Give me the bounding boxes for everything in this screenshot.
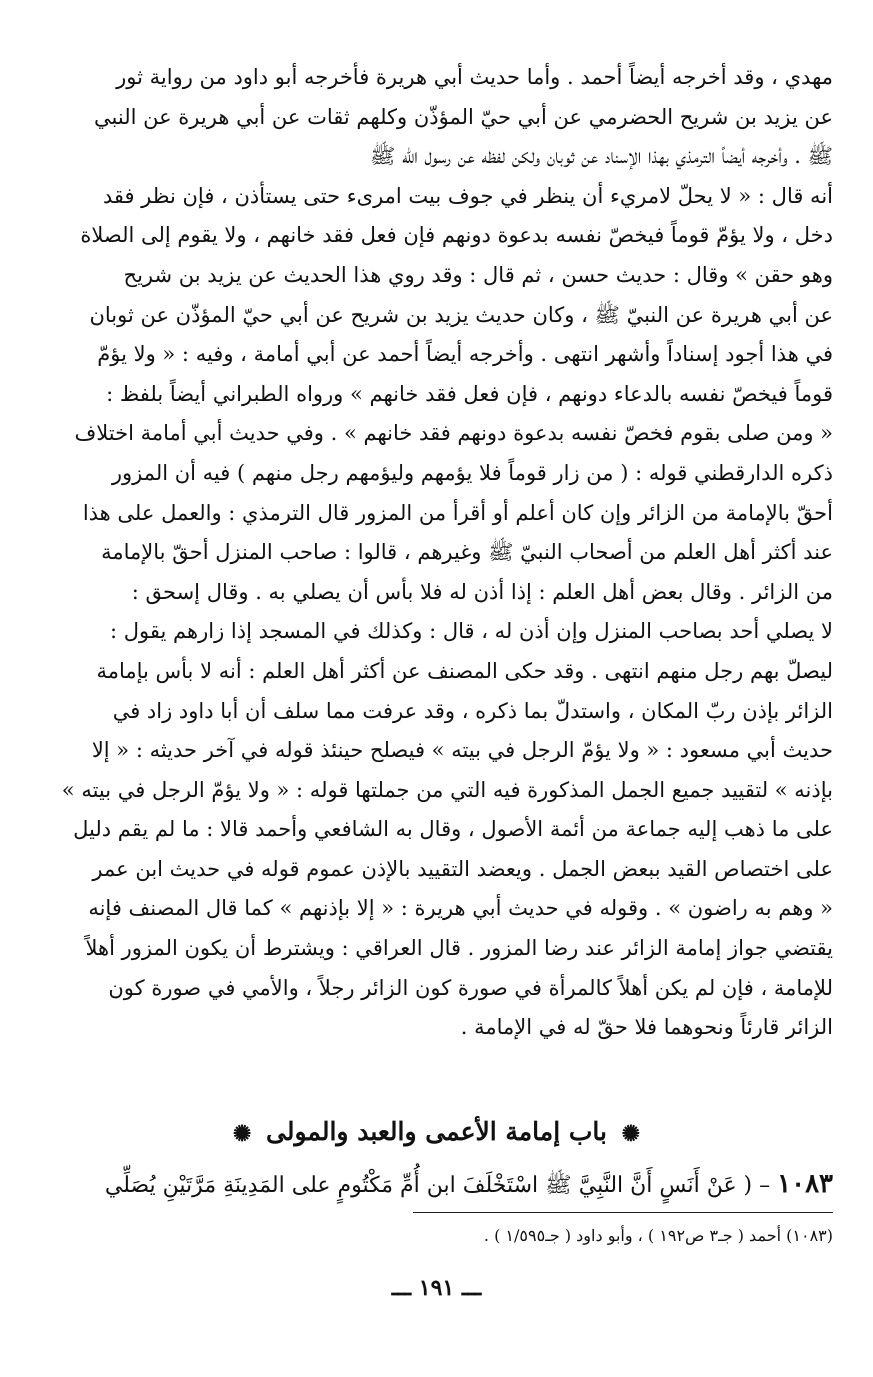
text-line: عن يزيد بن شريح الحضرمي عن أبي حيّ المؤذّن وكلهم ثقات عن أبي هريرة عن النبي <box>94 104 833 129</box>
star-ornament-icon: ✺ <box>621 1120 641 1147</box>
text-line: ﷺ . وأخرجه أيضاً الترمذي بهذا الإسناد عن ثوبان ولكن لفظه عن رسول الله ﷺ <box>370 144 833 169</box>
text-line: حديث أبي مسعود : « ولا يؤمّ الرجل في بيته » فيصلح حينئذ قوله في آخر حديثه : « إلا <box>91 738 833 763</box>
text-line: عن أبي هريرة عن النبيّ ﷺ ، وكان حديث يزيد بن شريح عن أبي حيّ المؤذّن عن ثوبان <box>89 302 833 327</box>
star-ornament-icon: ✺ <box>232 1120 252 1147</box>
text-line: على ما ذهب إليه جماعة من أئمة الأصول ، وقال به الشافعي وأحمد قالا : ما لم يقم دليل <box>73 817 833 842</box>
text-line: بإذنه » لتقييد جميع الجمل المذكورة فيه التي من جملتها قوله : « ولا يؤمّ الرجل في بيته » <box>61 777 833 802</box>
text-line: الزائر بإذن ربّ المكان ، واستدلّ بما ذكره ، وقد عرفت مما سلف أن أبا داود زاد في <box>112 698 833 723</box>
text-line: على اختصاص القيد ببعض الجمل . ويعضد التقييد بالإذن عموم قوله في حديث ابن عمر <box>92 856 833 881</box>
text-line: ليصلّ بهم رجل منهم انتهى . وقد حكى المصنف عن أكثر أهل العلم : أنه لا بأس بإمامة <box>96 658 833 683</box>
footnote: (١٠٨٣) أحمد ( جـ٣ ص١٩٢ ) ، وأبو داود ( جـ١/٥٩٥ ) . <box>483 1226 833 1245</box>
hadith-number: ١٠٨٣ <box>777 1169 833 1199</box>
commentary-text <box>38 58 833 1048</box>
text-line: « وهم به راضون » . وقوله في حديث أبي هريرة : « إلا بإذنهم » كما قال المصنف فإنه <box>88 896 833 921</box>
text-line: لا يصلي أحد بصاحب المنزل وإن أذن له ، قال : وكذلك في المسجد إذا زارهم يقول : <box>110 619 833 644</box>
text-line: قوماً فيخصّ نفسه بالدعاء دونهم ، فإن فعل فقد خانهم » ورواه الطبراني أيضاً بلفظ : <box>106 381 833 406</box>
page-number: ـــ ١٩١ ـــ <box>391 1275 482 1301</box>
text-line: أنه قال : « لا يحلّ لامريء أن ينظر في جوف بيت امرىء حتى يستأذن ، فإن نظر فقد <box>102 183 833 208</box>
footnote-divider <box>413 1212 833 1213</box>
text-line: أحقّ بالإمامة من الزائر وإن كان أعلم أو أقرأ من المزور قال الترمذي : والعمل على هذا <box>82 500 833 525</box>
text-line: الزائر قارئاً ونحوهما فلا حقّ له في الإمامة . <box>460 1015 833 1040</box>
text-line: مهدي ، وقد أخرجه أيضاً أحمد . وأما حديث أبي هريرة فأخرجه أبو داود من رواية ثور <box>116 65 833 89</box>
text-line: وهو حقن » وقال : حديث حسن ، ثم قال : وقد روي هذا الحديث عن يزيد بن شريح <box>123 262 833 287</box>
text-line: عند أكثر أهل العلم من أصحاب النبيّ ﷺ وغيرهم ، قالوا : صاحب المنزل أحقّ بالإمامة <box>101 540 833 565</box>
text-line: للإمامة ، فإن لم يكن أهلاً كالمرأة في صورة كون الزائر رجلاً ، والأمي في صورة كون <box>108 975 833 1000</box>
hadith-body: – ( عَنْ أَنَسٍ أَنَّ النَّبِيَّ ﷺ اسْتَخْلَفَ ابن أُمِّ مَكْتُومٍ على المَدِينَةِ مَرَّتَيْنِ يُصَلِّي <box>104 1173 771 1198</box>
text-line: في هذا أجود إسناداً وأشهر انتهى . وأخرجه أيضاً أحمد عن أبي أمامة ، وفيه : « ولا يؤمّ <box>97 342 833 367</box>
chapter-title: باب إمامة الأعمى والعبد والمولى <box>266 1117 607 1146</box>
chapter-heading <box>0 1112 873 1154</box>
text-line: دخل ، ولا يؤمّ قوماً فيخصّ نفسه بدعوة دونهم فإن فعل فقد خانهم ، ولا يقوم إلى الصلاة <box>80 223 833 248</box>
text-line: يقتضي جواز إمامة الزائر عند رضا المزور . قال العراقي : ويشترط أن يكون المزور أهلاً <box>85 936 833 961</box>
text-line: « ومن صلى بقوم فخصّ نفسه بدعوة دونهم فقد خانهم » . وفي حديث أبي أمامة اختلاف <box>74 421 833 446</box>
text-line: من الزائر . وقال بعض أهل العلم : إذا أذن له فلا بأس أن يصلي به . وقال إسحق : <box>131 579 833 604</box>
hadith-text <box>38 1164 833 1206</box>
text-line: ذكره الدارقطني قوله : ( من زار قوماً فلا يؤمهم وليؤمهم رجل منهم ) فيه أن المزور <box>111 460 833 485</box>
